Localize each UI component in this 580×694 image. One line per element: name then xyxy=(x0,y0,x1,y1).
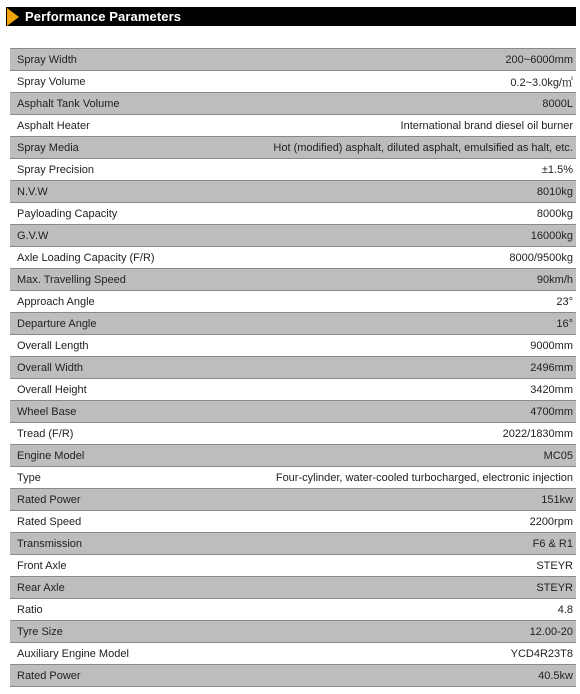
table-row xyxy=(10,621,576,643)
table-row xyxy=(10,93,576,115)
row-label: Transmission xyxy=(17,537,82,550)
row-label: Axle Loading Capacity (F/R) xyxy=(17,251,155,264)
row-label: Type xyxy=(17,471,41,484)
row-label: Rated Speed xyxy=(17,515,82,528)
row-label: Tread (F/R) xyxy=(17,427,74,440)
table-row xyxy=(10,555,576,577)
table-row xyxy=(10,577,576,599)
row-label: Rated Power xyxy=(17,669,81,682)
table-row xyxy=(10,357,576,379)
row-label: Asphalt Heater xyxy=(17,119,90,132)
row-value: 151kw xyxy=(541,493,573,506)
row-label: Departure Angle xyxy=(17,317,97,330)
row-label: Auxiliary Engine Model xyxy=(17,647,129,660)
row-value: 8000/9500kg xyxy=(509,251,573,264)
row-label: Front Axle xyxy=(17,559,67,572)
row-value: 12.00-20 xyxy=(529,625,573,638)
row-value: 4.8 xyxy=(557,603,573,616)
row-label: N.V.W xyxy=(17,185,48,198)
table-row xyxy=(10,291,576,313)
row-value: International brand diesel oil burner xyxy=(400,119,573,132)
row-label: Rear Axle xyxy=(17,581,65,594)
arrow-icon xyxy=(7,8,19,26)
row-value: MC05 xyxy=(543,449,573,462)
table-row xyxy=(10,423,576,445)
row-value: 16000kg xyxy=(530,229,573,242)
row-value: 8000kg xyxy=(536,207,573,220)
spec-table xyxy=(10,48,576,687)
row-label: Wheel Base xyxy=(17,405,77,418)
table-row xyxy=(10,599,576,621)
row-label: Engine Model xyxy=(17,449,85,462)
table-row xyxy=(10,203,576,225)
table-row xyxy=(10,401,576,423)
row-label: Overall Length xyxy=(17,339,89,352)
table-row xyxy=(10,335,576,357)
row-label: Tyre Size xyxy=(17,625,63,638)
row-value: 16° xyxy=(556,317,573,330)
table-row xyxy=(10,643,576,665)
row-label: Spray Media xyxy=(17,141,79,154)
row-label: Overall Height xyxy=(17,383,87,396)
table-row xyxy=(10,379,576,401)
section-header xyxy=(6,7,576,26)
table-row xyxy=(10,115,576,137)
table-row xyxy=(10,665,576,687)
row-value: 90km/h xyxy=(536,273,573,286)
row-value: 0.2~3.0kg/㎡ xyxy=(510,76,573,89)
row-value: ±1.5% xyxy=(541,163,573,176)
row-value: 8000L xyxy=(542,97,573,110)
row-label: Rated Power xyxy=(17,493,81,506)
row-label: Spray Precision xyxy=(17,163,95,176)
row-value: Four-cylinder, water-cooled turbocharged, electronic injection xyxy=(275,471,573,484)
row-value: F6 & R1 xyxy=(532,537,573,550)
row-value: STEYR xyxy=(536,559,573,572)
table-row xyxy=(10,489,576,511)
row-value: 2200rpm xyxy=(529,515,573,528)
table-row xyxy=(10,533,576,555)
row-label: Approach Angle xyxy=(17,295,95,308)
row-value: 8010kg xyxy=(536,185,573,198)
table-row xyxy=(10,247,576,269)
row-value: 9000mm xyxy=(530,339,573,352)
row-label: Spray Width xyxy=(17,53,77,66)
table-row xyxy=(10,181,576,203)
row-value: 40.5kw xyxy=(538,669,573,682)
row-label: Payloading Capacity xyxy=(17,207,118,220)
row-label: Asphalt Tank Volume xyxy=(17,97,120,110)
row-value: Hot (modified) asphalt, diluted asphalt, emulsified as halt, etc. xyxy=(273,141,573,154)
row-label: Ratio xyxy=(17,603,43,616)
table-row xyxy=(10,511,576,533)
table-row xyxy=(10,225,576,247)
row-label: Spray Volume xyxy=(17,75,86,88)
table-row xyxy=(10,137,576,159)
row-label: G.V.W xyxy=(17,229,49,242)
row-value: YCD4R23T8 xyxy=(510,647,573,660)
table-row xyxy=(10,159,576,181)
row-value: 3420mm xyxy=(530,383,573,396)
row-value: 2496mm xyxy=(530,361,573,374)
table-row xyxy=(10,269,576,291)
row-label: Max. Travelling Speed xyxy=(17,273,126,286)
table-row xyxy=(10,313,576,335)
row-value: 200~6000mm xyxy=(505,53,573,66)
row-value: STEYR xyxy=(536,581,573,594)
section-title: Performance Parameters xyxy=(25,9,182,24)
row-value: 2022/1830mm xyxy=(502,427,573,440)
row-label: Overall Width xyxy=(17,361,84,374)
row-value: 23° xyxy=(556,295,573,308)
table-row xyxy=(10,49,576,71)
table-row xyxy=(10,467,576,489)
row-value: 4700mm xyxy=(530,405,573,418)
table-row xyxy=(10,71,576,93)
table-row xyxy=(10,445,576,467)
